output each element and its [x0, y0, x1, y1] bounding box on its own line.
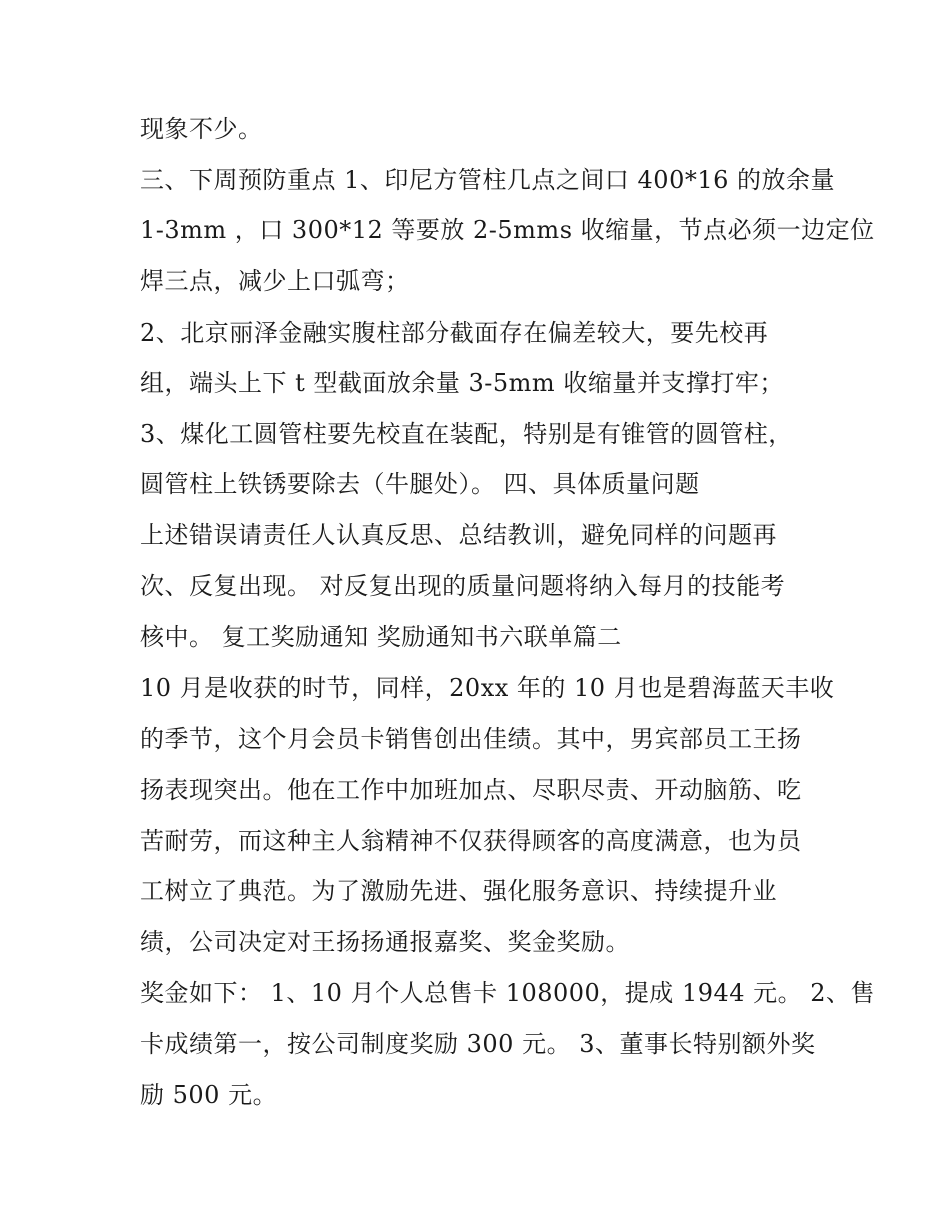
text-line: 10 月是收获的时节，同样，20xx 年的 10 月也是碧海蓝天丰收 — [140, 674, 835, 702]
text-line: 三、下周预防重点 1、印尼方管柱几点之间口 400*16 的放余量 — [140, 166, 836, 194]
text-line: 现象不少。 — [140, 115, 263, 143]
text-line: 苦耐劳，而这种主人翁精神不仅获得顾客的高度满意，也为员 — [140, 827, 802, 855]
text-line: 3、煤化工圆管柱要先校直在装配，特别是有锥管的圆管柱， — [140, 420, 793, 448]
text-line: 扬表现突出。他在工作中加班加点、尽职尽责、开动脑筋、吃 — [140, 776, 802, 804]
text-line: 1-3mm ，口 300*12 等要放 2-5mms 收缩量，节点必须一边定位 — [140, 216, 875, 244]
text-line: 奖金如下： 1、10 月个人总售卡 108000，提成 1944 元。 2、售 — [140, 979, 876, 1007]
text-line: 次、反复出现。 对反复出现的质量问题将纳入每月的技能考 — [140, 572, 786, 600]
text-line: 圆管柱上铁锈要除去（牛腿处）。 四、具体质量问题 — [140, 470, 700, 498]
text-line: 绩，公司决定对王扬扬通报嘉奖、奖金奖励。 — [140, 928, 630, 956]
text-line: 2、北京丽泽金融实腹柱部分截面存在偏差较大，要先校再 — [140, 319, 769, 347]
text-line: 工树立了典范。为了激励先进、强化服务意识、持续提升业 — [140, 877, 777, 905]
text-line: 上述错误请责任人认真反思、总结教训，避免同样的问题再 — [140, 521, 777, 549]
text-line: 卡成绩第一，按公司制度奖励 300 元。 3、董事长特别额外奖 — [140, 1030, 816, 1058]
text-line: 的季节，这个月会员卡销售创出佳绩。其中，男宾部员工王扬 — [140, 725, 802, 753]
text-line: 焊三点，减少上口弧弯； — [140, 267, 410, 295]
text-line: 组，端头上下 t 型截面放余量 3-5mm 收缩量并支撑打牢； — [140, 369, 784, 397]
text-line: 核中。 复工奖励通知 奖励通知书六联单篇二 — [140, 623, 622, 651]
text-line: 励 500 元。 — [140, 1081, 278, 1109]
